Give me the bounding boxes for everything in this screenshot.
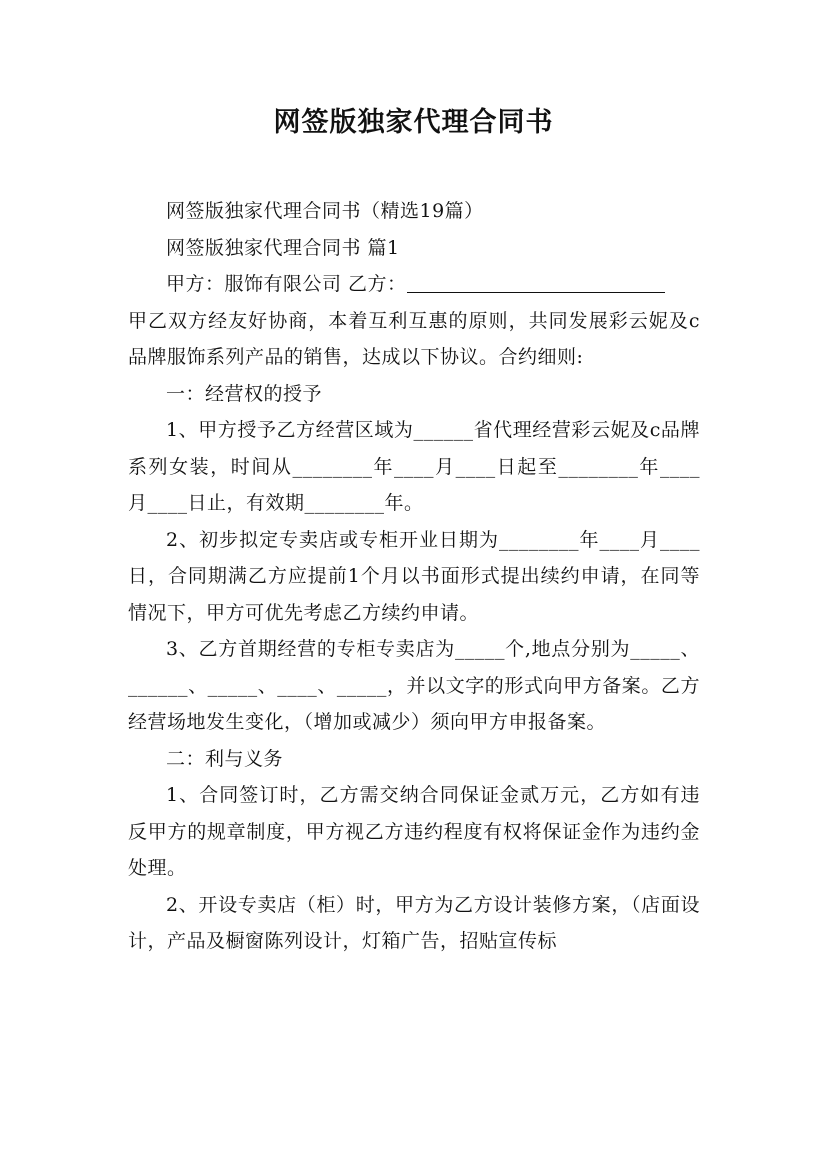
clause-1-2: 2、初步拟定专卖店或专柜开业日期为________年____月____日，合同期满乙方应提前1个月以书面形式提出续约申请，在同等情况下，甲方可优先考虑乙方续约申请。: [128, 528, 700, 624]
parties-line: [128, 266, 700, 303]
document-body: [128, 193, 700, 960]
clause-2-1: 1、合同签订时，乙方需交纳合同保证金贰万元，乙方如有违反甲方的规章制度，甲方视乙方违约程度有权将保证金作为违约金处理。: [128, 784, 700, 879]
clause-1-3: 3、乙方首期经营的专柜专卖店为_____个,地点分别为_____、______、_____、____、_____，并以文字的形式向甲方备案。乙方经营场地发生变化，（增加或减少）须向甲方申报备案。: [128, 638, 700, 733]
intro-paragraph: 甲乙双方经友好协商，本着互利互惠的原则，共同发展彩云妮及c品牌服饰系列产品的销售，达成以下协议。合约细则:: [128, 309, 700, 368]
heading-rights-obligations: 二：利与义务: [166, 747, 284, 770]
clause-2-2: 2、开设专卖店（柜）时，甲方为乙方设计装修方案，（店面设计，产品及橱窗陈列设计，灯箱广告，招贴宣传标: [128, 893, 700, 952]
party-b-blank: [407, 272, 665, 293]
parties-line-text: 甲方：服饰有限公司 乙方：: [166, 273, 407, 295]
heading-grant-of-rights: 一：经营权的授予: [166, 382, 323, 405]
section-heading: 网签版独家代理合同书 篇1: [166, 236, 400, 259]
document-title: 网签版独家代理合同书: [273, 107, 554, 138]
clause-1-1: 1、甲方授予乙方经营区域为______省代理经营彩云妮及c品牌系列女装，时间从________年____月____日起至________年____月____日止，有效期________年。: [128, 419, 700, 514]
subtitle-line: 网签版独家代理合同书（精选19篇）: [166, 200, 484, 222]
